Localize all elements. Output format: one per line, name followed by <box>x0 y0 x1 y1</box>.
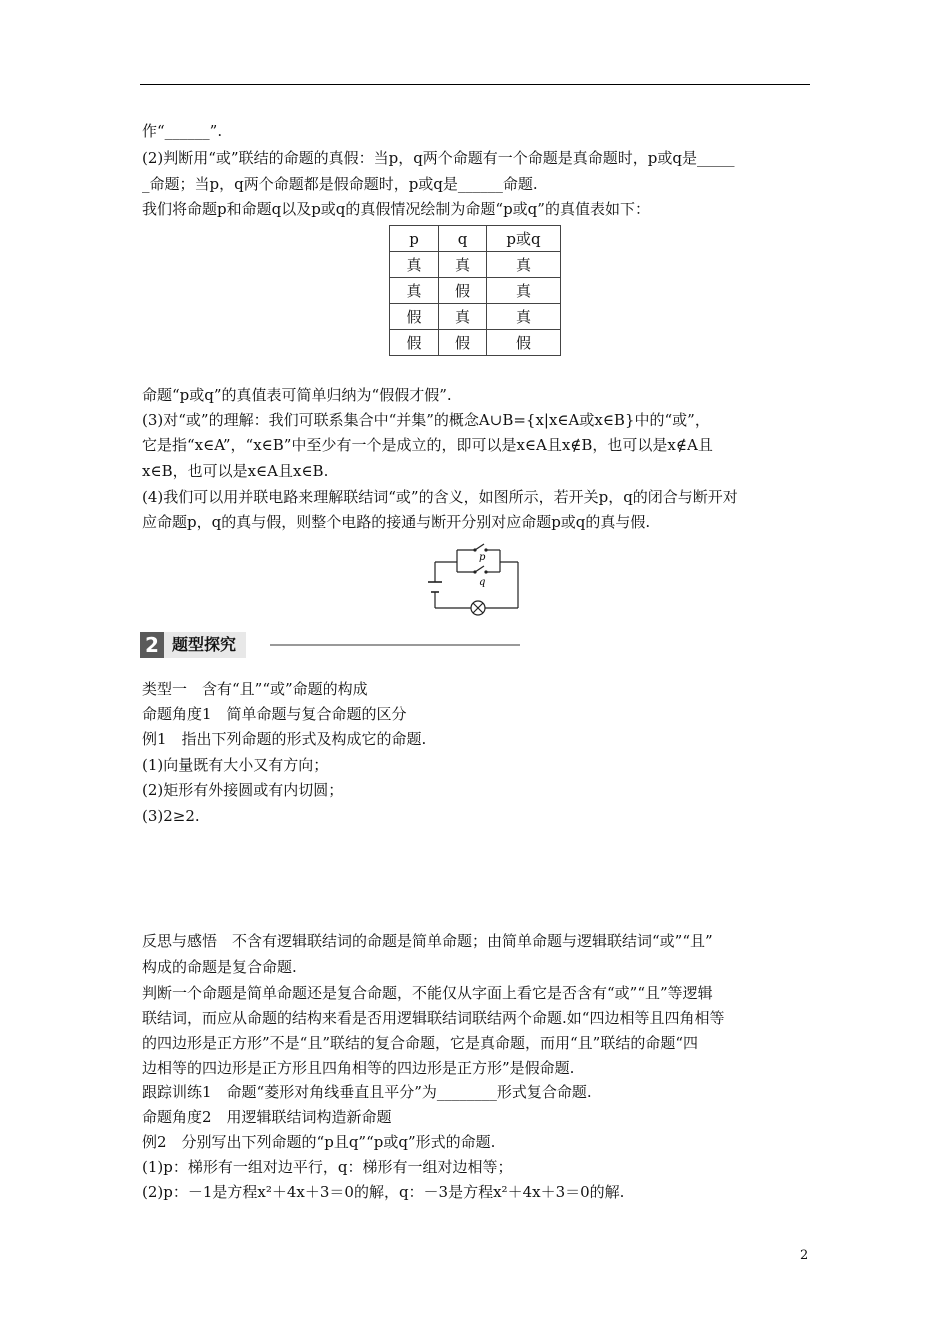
text-line: 例2 分别写出下列命题的“p且q”“p或q”形式的命题. <box>142 1133 496 1151</box>
table-cell: 真 <box>487 278 561 304</box>
section-divider <box>270 644 520 646</box>
table-cell: 假 <box>390 330 439 356</box>
switch-p-label: p <box>479 552 486 563</box>
text-line: _命题；当p，q两个命题都是假命题时，p或q是______命题. <box>142 175 538 193</box>
text-line: (1)p：梯形有一组对边平行，q：梯形有一组对边相等； <box>142 1158 513 1176</box>
table-header-cell: p <box>390 226 439 252</box>
text-line: x∈B，也可以是x∈A且x∈B. <box>142 462 329 480</box>
text-line: (2)p：－1是方程x²＋4x＋3＝0的解，q：－3是方程x²＋4x＋3＝0的解. <box>142 1183 625 1201</box>
text-line: 命题角度2 用逻辑联结词构造新命题 <box>142 1108 392 1126</box>
text-line: 应命题p，q的真与假，则整个电路的接通与断开分别对应命题p或q的真与假. <box>142 513 651 531</box>
table-row <box>390 330 561 356</box>
table-row <box>390 278 561 304</box>
text-line: (2)矩形有外接圆或有内切圆； <box>142 781 344 799</box>
text-line: 例1 指出下列命题的形式及构成它的命题. <box>142 730 427 748</box>
text-line: 跟踪训练1 命题“菱形对角线垂直且平分”为________形式复合命题. <box>142 1083 592 1101</box>
table-cell: 真 <box>487 252 561 278</box>
table-header-row <box>390 226 561 252</box>
text-line: 的四边形是正方形”不是“且”联结的复合命题，它是真命题，而用“且”联结的命题“四 <box>142 1034 699 1052</box>
table-cell: 真 <box>487 304 561 330</box>
text-line: 边相等的四边形是正方形且四角相等的四边形是正方形”是假命题. <box>142 1059 575 1077</box>
header-rule <box>140 84 810 85</box>
truth-table <box>389 225 561 356</box>
table-cell: 真 <box>390 252 439 278</box>
text-line: (3)对“或”的理解：我们可联系集合中“并集”的概念A∪B={x|x∈A或x∈B}中的“或”， <box>142 411 710 429</box>
text-line: (3)2≥2. <box>142 807 200 825</box>
text-line: (1)向量既有大小又有方向； <box>142 756 329 774</box>
page-number: 2 <box>800 1248 809 1263</box>
text-line: 作“______”. <box>142 122 223 140</box>
table-cell: 真 <box>390 278 439 304</box>
section-header <box>140 632 520 660</box>
table-row <box>390 252 561 278</box>
text-line: 判断一个命题是简单命题还是复合命题，不能仅从字面上看它是否含有“或”“且”等逻辑 <box>142 984 713 1002</box>
table-cell: 真 <box>439 252 487 278</box>
table-cell: 真 <box>439 304 487 330</box>
table-header-cell: q <box>439 226 487 252</box>
table-cell: 假 <box>439 278 487 304</box>
text-line: 构成的命题是复合命题. <box>142 958 297 976</box>
section-title: 题型探究 <box>164 632 246 658</box>
text-line: 类型一 含有“且”“或”命题的构成 <box>142 680 368 698</box>
switch-q-label: q <box>479 577 486 588</box>
text-line: 反思与感悟 不含有逻辑联结词的命题是简单命题；由简单命题与逻辑联结词“或”“且” <box>142 932 713 950</box>
table-cell: 假 <box>439 330 487 356</box>
text-line: (4)我们可以用并联电路来理解联结词“或”的含义，如图所示，若开关p，q的闭合与断开对 <box>142 488 738 506</box>
text-line: 它是指“x∈A”，“x∈B”中至少有一个是成立的，即可以是x∈A且x∉B，也可以是x∉A且 <box>142 436 713 454</box>
section-number: 2 <box>140 632 164 658</box>
text-line: 我们将命题p和命题q以及p或q的真假情况绘制为命题“p或q”的真值表如下： <box>142 200 650 218</box>
table-header-cell: p或q <box>487 226 561 252</box>
parallel-circuit-diagram <box>420 540 530 618</box>
table-cell: 假 <box>487 330 561 356</box>
text-line: 联结词，而应从命题的结构来看是否用逻辑联结词联结两个命题.如“四边相等且四角相等 <box>142 1009 725 1027</box>
text-line: (2)判断用“或”联结的命题的真假：当p，q两个命题有一个命题是真命题时，p或q是_____ <box>142 149 735 167</box>
table-cell: 假 <box>390 304 439 330</box>
text-line: 命题角度1 简单命题与复合命题的区分 <box>142 705 407 723</box>
table-row <box>390 304 561 330</box>
text-line: 命题“p或q”的真值表可简单归纳为“假假才假”. <box>142 386 452 404</box>
